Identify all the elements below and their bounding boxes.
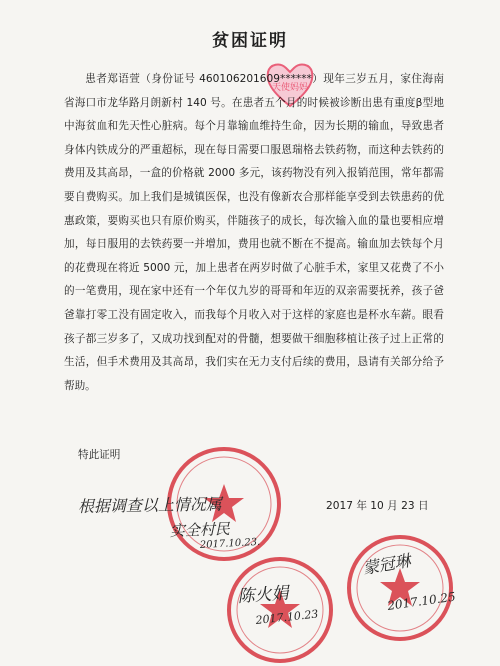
handwritten-note-line-2: 实全村民 [169,519,231,540]
handwritten-date-3: 2017.10.25 [386,589,457,613]
official-seal-2 [224,554,336,666]
document-date: 2017 年 10 月 23 日 [326,500,429,512]
star-icon [260,590,300,628]
body-paragraph: 患者郑语萱（身份证号 460106201609******）现年三岁五月，家住海南省海口市龙华路月朗新村 140 号。在患者五个月的时候被诊断出患有重度β型地中海贫血和先天性心脏病。每个月靠输血维持生命，因为长期的输血，导致患者身体内铁成分的严重超标，现在每日需要口服恩瑞格去铁药物，而这种去铁药的费用及其高昂，一盒的价格就 2000 多元，该药物没有列入报销范围，常年都需要自费购买。加上我们是城镇医保，也没有像新农合那样能享受到去铁患药的优惠政策，要购买也只有原价购买，伴随孩子的成长，每次输入血的量也要相应增加，每日服用的去铁药要一并增加，费用也就不断在不提高。输血加去铁每个月的花费现在将近 5000 元，加上患者在两岁时做了心脏手术，家里又花费了不小的一笔费用，现在家中还有一个年仅九岁的哥哥和年迈的双亲需要抚养，孩子爸爸靠打零工没有固定收入，而我每个月收入对于这样的家庭也是杯水车薪。眼看孩子都三岁多了，又成功找到配对的骨髓，想要做干细胞移植让孩子过上正常的生活，但手术费用及其高昂，我们实在无力支付后续的费用，恳请有关部分给予帮助。 [64,73,444,392]
watermark-text: 天使妈妈 [271,83,309,93]
handwritten-date-1: 2017.10.23. [199,536,261,551]
official-seal-1 [164,444,284,564]
handwritten-note-line-1: 根据调查以上情况属 [77,494,223,516]
certificate-body [64,68,444,398]
handwritten-signature-2: 陈火娟 [236,583,290,607]
official-seal-3 [344,532,456,644]
star-icon [204,484,244,522]
handwritten-signature-3: 蒙冠琳 [361,550,412,578]
star-icon [380,568,420,606]
document-title: 贫困证明 [212,31,288,51]
handwritten-date-2: 2017.10.23 [254,607,319,627]
closing-statement: 特此证明 [78,449,121,461]
